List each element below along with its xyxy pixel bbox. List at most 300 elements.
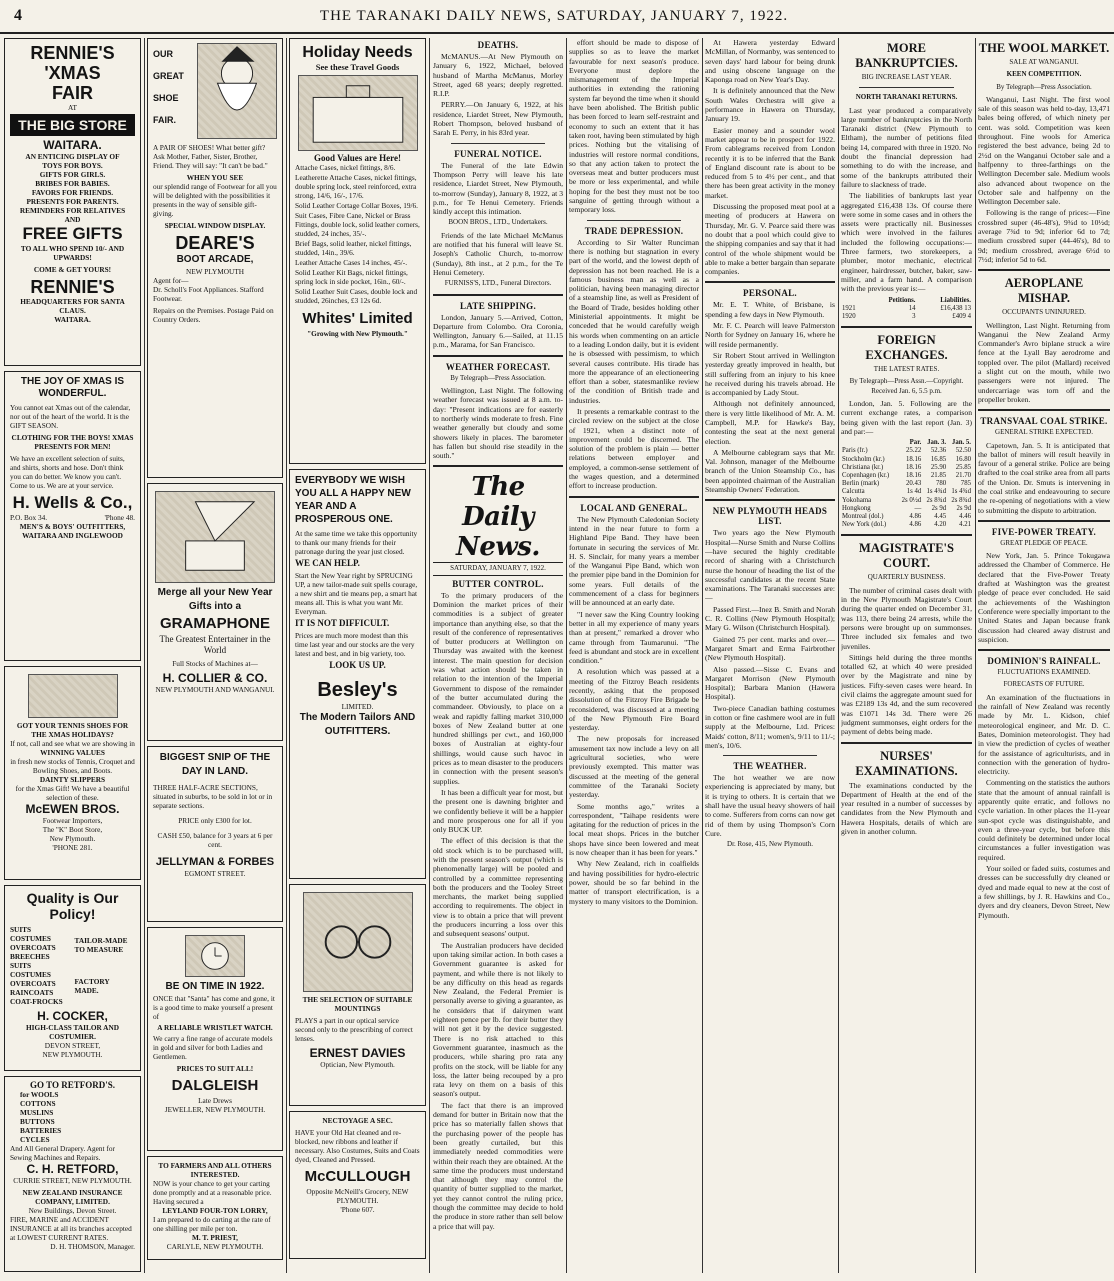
table-cell: 25.22 (906, 447, 922, 455)
ad-dalgleish-prices: PRICES TO SUIT ALL! (176, 1064, 254, 1073)
coal-strike-body: Capetown, Jan. 5. It is anticipated that the ballot of miners will result heavily in favour of a general strike. Police are being drafted to the coal strike area from all parts of the Union. Dr. Smuts is intervening in the coal strike and endeavouring to secure the re-opening of negotiations with a view to submitting the dispute to arbitration. (978, 440, 1110, 515)
table-header-cell (841, 297, 867, 305)
table-cell: 2s 9d (931, 504, 947, 512)
magistrates-court-body (841, 586, 972, 737)
ad-wells-more: We have an excellent selection of suits, and shirts, shorts and hose. Don't think you can do better. We know you can't. Come to us. We are at your service. (10, 454, 125, 490)
ad-davies-trade: Optician, New Plymouth. (320, 1060, 395, 1069)
wristlet-watch-illustration (185, 935, 245, 977)
table-cell: 4.86 (909, 513, 922, 521)
table-cell: 16.80 (955, 455, 971, 463)
table-row (841, 521, 972, 529)
ad-rennie-place: WAITARA. (54, 315, 91, 324)
ad-dalgleish-time: BE ON TIME IN 1922. (165, 981, 265, 992)
column-5 (569, 38, 699, 1276)
ad-rennie-town: WAITARA. (43, 138, 102, 152)
table-cell: 2s 0½d (901, 496, 922, 504)
ad-besley-wish: EVERYBODY WE WISH YOU ALL A HAPPY NEW YEAR AND A PROSPEROUS ONE. (295, 475, 411, 525)
table-cell: Copenhagen (kr.) (842, 472, 890, 480)
ad-besley-help: WE CAN HELP. (295, 558, 360, 568)
ad-rennie-line2: 'XMAS (44, 63, 101, 83)
article-paragraph: Following is the range of prices:—Fine crossbred super (46-48's), 9¾d to 10½d; average 7¾d to 9d; inferior 6d to 7d; medium crossbred super (44-46's), 8d to 9d; medium crossbred, average 6½d to 7½d; inferior 5d to 6d. (978, 208, 1110, 264)
table-cell: New York (dol.) (842, 521, 887, 529)
ad-dalgleish-name: DALGLEISH (171, 1077, 259, 1094)
ad-rennie-name: RENNIE'S (30, 277, 115, 297)
list-item: GIFTS FOR GIRLS. (39, 170, 106, 179)
ad-mcewen-dainty: DAINTY SLIPPERS (39, 775, 106, 784)
list-item: Solid Leather Kit Bags, nickel fittings, spring lock in side pocket, 16in., 60/-. (295, 268, 408, 286)
death-notice: PERRY.—On January 6, 1922, at his residence, Liardet Street, New Plymouth, Robert Thompson, beloved husband of Sarah E. Perry, in his 83rd year. (433, 100, 563, 138)
foreign-exchanges-heading: FOREIGN EXCHANGES. (865, 333, 948, 363)
death-notice: McMANUS.—At New Plymouth on January 6, 1922, Michael, beloved husband of Martha McManus, Morley Street, aged 68 years; deeply regretted. R.I.P. (433, 52, 563, 99)
column-rule (702, 38, 703, 1273)
aeroplane-mishap-body: Wellington, Last Night. Returning from Wanganui the New Zealand Army Commander's Avro biplane struck a wire fence at the Lyall Bay aerodrome and toppled over. The pilot (Mallard) received a slight cut on the mouth, while two passengers were not injured. The undercarriage was torn off and the propeller broken. (978, 320, 1110, 404)
ad-retford-agent: And All General Drapery. Agent for Sewing Machines and Repairs. (10, 1144, 115, 1162)
table-header-cell: Liabilities. (940, 296, 971, 304)
divider (705, 281, 835, 283)
list-item: RAINCOATS (10, 988, 54, 997)
article-paragraph: The Australian producers have decided upon taking similar action. In both cases a Government guarantee is asked for payment, and while there is not likely to be any difficulty on this head as regards New Zealand, the Federal Premier is personally averse to giving a guarantee, as he considers that if dairymen want eighteen pence per lb. for their butter they will not get it by the device suggested. There is no risk attached to this Government guarantee, inasmuch as the producers, while sharing pro rata any profits on the stock, will be liable for any loss, the latter being recouped by a pro rata levy on them on a basis of this season's output. (433, 940, 563, 1099)
ad-mcewen-name: McEWEN BROS. (25, 802, 120, 816)
divider (841, 742, 972, 744)
list-item: Suit Cases, Fibre Cane, Nickel or Brass Fittings, double lock, solid leather corners, studded, 24 inches, 35/-. (295, 211, 420, 238)
ad-rennie-free-gifts: FREE GIFTS (22, 224, 123, 243)
ad-wells-title: THE JOY OF XMAS IS WONDERFUL. (20, 376, 125, 399)
the-weather-tail: Dr. Rose, 415, New Plymouth. (727, 840, 813, 849)
table-cell: 21.70 (955, 472, 971, 480)
table-cell: 2s 8¾d (951, 496, 971, 504)
ad-cocker-factory: FACTORY MADE. (74, 976, 110, 995)
list-item: COTTONS (20, 1099, 56, 1108)
ad-mccullough-body: HAVE your Old Hat cleaned and re-blocked, new ribbons and leather if necessary. Also Costumes, Suits and Coats dyed, Cleaned and Pressed. (295, 1128, 420, 1164)
list-item: CYCLES (20, 1135, 50, 1144)
list-item: COAT-FROCKS (10, 997, 63, 1006)
ad-besley-start: Start the New Year right by SPRUCING UP, a new tailor-made suit spells courage, a new shirt and tie means pep, a smart hat means all. This is what you want Mr. Everyman. (295, 571, 418, 616)
ad-rennie-hq: HEADQUARTERS FOR SANTA CLAUS. (20, 297, 125, 315)
ad-rennie-display: AN ENTICING DISPLAY OF (25, 152, 120, 161)
ad-land-title: BIGGEST SNIP OF THE DAY IN LAND. (159, 752, 271, 777)
ad-deares-agent: Agent for— (153, 276, 189, 285)
ad-cocker-town: NEW PLYMOUTH. (42, 1050, 103, 1059)
table-cell: 18.16 (906, 455, 922, 463)
article-paragraph: Last year produced a comparatively large number of bankruptcies in the North Taranaki district (New Plymouth to Eltham), the number of petitions filed being 14, compared with three in 1920. No doubt the financial depression had something to do with the increase, and some of the bankrupts attributed their failure to slackness of trade. (841, 105, 972, 189)
divider (978, 409, 1110, 411)
article-paragraph: "I never saw the King Country looking better in all my experience of many years than at present," remarked a drover who came through from Taumarunui. "The feed is abundant and stock are in excellent condition." (569, 609, 699, 666)
five-power-treaty-subheading: GREAT PLEDGE OF PEACE. (1000, 538, 1088, 547)
travel-trunk-illustration (298, 75, 418, 151)
article-paragraph: Some months ago," writes a correspondent, "Taihape residents were agitating for the reduction of prices in the local meat shops. Prices in the butcher shops have since been lowered and meat is now cheaper than it has been for years." (569, 801, 699, 858)
ad-wells-phone: 'Phone 48. (104, 513, 135, 522)
table-cell: 20.43 (906, 480, 922, 488)
list-item: PRESENTS FOR PARENTS. (26, 197, 119, 206)
article-paragraph: At Hawera yesterday Edward McMillan, of Normanby, was sentenced to seven days' hard labour for being drunk and using obscene language on the Kaponga road on New Year's Day. (705, 38, 835, 85)
ad-priest (147, 1156, 283, 1260)
table-cell: 1s 4¾d (951, 488, 971, 496)
ad-land-price: PRICE only £300 for lot. (178, 816, 252, 825)
list-item: TOYS FOR BOYS. (42, 161, 103, 170)
ad-deares-repairs: Repairs on the Premises. Postage Paid on Country Orders. (153, 306, 274, 324)
ad-deares-name: DEARE'S (175, 233, 255, 253)
ad-retford-fire: FIRE, MARINE and ACCIDENT INSURANCE at all its branches accepted at LOWEST CURRENT RATES. (10, 1215, 132, 1242)
table-row (841, 488, 972, 496)
table-cell: Yokohama (842, 496, 872, 504)
ad-mccullough (289, 1111, 426, 1259)
petitions-table (841, 297, 972, 322)
ad-deares-when: WHEN YOU SEE (186, 173, 244, 182)
five-power-treaty-heading: FIVE-POWER TREATY. (991, 526, 1097, 537)
table-cell: 4.46 (959, 513, 971, 521)
ad-whites-list (295, 163, 420, 305)
table-row (841, 480, 972, 488)
column-8 (978, 38, 1110, 1276)
ad-rennies (4, 38, 141, 366)
ad-priest-address: CARLYLE, NEW PLYMOUTH. (166, 1242, 264, 1251)
ad-dalgleish-late: Late Drews (198, 1096, 232, 1105)
ad-ernest-davies (289, 884, 426, 1106)
list-item: Brief Bags, solid leather, nickel fittings, studded, 14in., 39/6. (295, 239, 412, 257)
table-cell: Hongkong (842, 504, 871, 512)
list-item: BUTTONS (20, 1117, 55, 1126)
ad-whites-slogan: "Growing with New Plymouth." (307, 329, 408, 338)
list-item: BRIBES FOR BABIES. (35, 179, 110, 188)
ad-cocker-items (10, 925, 71, 1006)
column-rule (286, 38, 287, 1273)
ad-collier-towns: NEW PLYMOUTH AND WANGANUI. (155, 685, 275, 694)
table-cell: 52.36 (930, 447, 947, 455)
ad-mcewen-trade: Footwear Importers, (42, 816, 103, 825)
table-cell: 18.16 (906, 463, 922, 471)
bankruptcies-body (841, 106, 972, 294)
ad-dalgleish-watch: A RELIABLE WRISTLET WATCH. (157, 1023, 273, 1032)
foreign-exchanges-intro: London, Jan. 5. Following are the current exchange rates, a comparison being given with the last report (Jan. 3) and par:— (841, 399, 972, 436)
ad-dalgleish (147, 927, 283, 1151)
ad-retford-items (10, 1090, 135, 1144)
ad-cocker-desc: HIGH-CLASS TAILOR AND COSTUMIER. (26, 1023, 119, 1041)
ad-besley-thanks: At the same time we take this opportunity to thank our many friends for their patronage during the year just closed. (295, 529, 418, 556)
local-general-continued (705, 38, 835, 276)
list-item: Solid Leather Cortage Collar Boxes, 19/6. (295, 201, 419, 210)
ad-rennie-items (10, 161, 135, 224)
article-paragraph: An examination of the fluctuations in the rainfall of New Zealand was recently made by Mr. L. Kidson, chief meteorological engineer, and Mr. D. C. Bates, Dominion meteorologist. They had in view the prediction of cycles of weather for the assistance of agriculturists, and in connection with the generation of hydro-electricity. (978, 692, 1110, 777)
ad-cocker-street: DEVON STREET, (44, 1041, 101, 1050)
table-row (841, 464, 972, 472)
column-3 (289, 38, 426, 1276)
ad-mcewen-stock: in fresh new stocks of Tennis, Croquet and Bowling Shoes, and Boots. (10, 757, 135, 775)
ad-retford-street: CURRIE STREET, NEW PLYMOUTH. (13, 1176, 132, 1185)
undertaker-1: BOON BROS., LTD., Undertakers. (448, 218, 548, 227)
article-paragraph: To the primary producers of the Dominion the market prices of their commodities is a subject of greater importance than anything else, so that the result of the conference of representatives of butter producers at Wellington on Thursday was awaited with the keenest interest. The main question for decision was what action should be taken in relation to the intention of the Imperial Government to dispose of the remainder of the butter accumulated during the commandeer. Obviously, to place on a weak and rapidly falling market 310,000 boxes of New Zealand butter at one hundred shillings per cwt., and 160,000 boxes of Australian at eighty-four shillings, would cause such havoc in prices as to mean disaster to the producers in connection with the present season's supplies. (433, 590, 563, 786)
ad-besley-name: Besley's (317, 679, 398, 701)
ad-wells-body: You cannot eat Xmas out of the calendar, nor out of the heart of the world. It is the GIFT SEASON. (10, 403, 131, 430)
article-paragraph: effort should be made to dispose of supplies so as to leave the market favourable for next season's produce. Everyone must deplore the mismanagement of the Imperial authorities in extending the rationing system far beyond the time when it should have been abolished. The British public has been forced to learn self-restraint and economy to such an extent that it has taken root, having been stimulated by high prices. Nothing but the vitalising of industries will restore normal conditions, so that any action taken to protect the overseas meat and butter producers must be more or less experimental, and while hoping for the best they must not be too sanguine of getting through without a temporary loss. (569, 38, 699, 215)
ad-priest-name: M. T. PRIEST, (191, 1233, 239, 1242)
divider (859, 87, 954, 88)
article-paragraph: Your soiled or faded suits, costumes and dresses can be successfully dry cleaned or dyed and made equal to new at the cost of a few shillings, by J. R. Hawkins and Co., dyers and dry cleaners, Devon Street, New Plymouth. (978, 864, 1110, 920)
ad-deares-special: SPECIAL WINDOW DISPLAY. (164, 221, 266, 230)
article-paragraph: The number of criminal cases dealt with in the New Plymouth Magistrate's Court during the quarter ended on December 31, was 113, there being 24 arrests, while the persons were brought up on summonses. Three included six females and two juveniles. (841, 585, 972, 651)
article-paragraph: Commenting on the statistics the authors state that the amount of annual rainfall is apparently quite erratic, and follows no cycle variation. In other places the 11-year sun-spot cycle was distinguishable, and even a three-year cycle, but before this could definitely be determined under local circumstances a fuller investigation was required. (978, 778, 1110, 862)
ad-collier-greatest: The Greatest Entertainer in the World (159, 634, 271, 655)
column-rule (838, 38, 839, 1273)
ad-priest-now: NOW is your chance to get your carting done promptly and at a reasonable price. Having secured a (153, 1179, 272, 1206)
divider (433, 355, 563, 357)
table-row (841, 456, 972, 464)
ad-whites (289, 38, 426, 464)
personal-body (705, 300, 835, 494)
ad-dalgleish-stock: We carry a fine range of accurate models in gold and silver for both Ladies and Gentlemen. (153, 1034, 273, 1061)
table-cell: 52.50 (955, 447, 971, 455)
divider (433, 294, 563, 296)
article-paragraph: The fact that there is an improved demand for butter in Britain now that the price has so materially fallen shows that the purchasing power of the people has been greatly curtailed, but this immediately needed commodities were within their reach they are obtained. At the same time the producers must understand that although they may control the quantity of butter supplied to the market, yet they cannot control the ruling price, though the committee may decide to hold the produce in store rather than sell below a price that will pay. (433, 1100, 563, 1231)
divider (451, 143, 545, 144)
list-item: Solid Leather Suit Cases, double lock and studded, 26inches, £3 12s 6d. (295, 287, 418, 305)
article-paragraph: Easier money and a sounder wool market appear to be in prospect for 1922. From cablegrams received from London recently it is to be inferred that the Bank of England discount rate is about to be reduced from 5 to 4½ per cent., and that there has been great activity in the money market. (705, 125, 835, 200)
ad-deares-store: BOOT ARCADE, (176, 254, 254, 265)
article-paragraph: The new proposals for increased amusement tax now include a levy on all agricultural societies, who were previously exempted. This matter was discussed at the meeting of the general committee of the Taranaki Society yesterday. (569, 734, 699, 800)
magistrates-court-subheading: QUARTERLY BUSINESS. (867, 573, 946, 582)
north-taranaki-returns-heading: NORTH TARANAKI RETURNS. (855, 93, 958, 102)
list-item: Leather Attache Cases 14 inches, 45/-. (295, 258, 408, 267)
table-row (841, 313, 972, 321)
ad-mccullough-phone: 'Phone 607. (340, 1205, 375, 1214)
table-row (841, 505, 972, 513)
coal-strike-heading: TRANSVAAL COAL STRIKE. (980, 416, 1108, 427)
foreign-exchanges-byline: By Telegraph—Press Assn.—Copyright. Received Jan. 6, 5.5 p.m. (849, 377, 964, 395)
ad-deares-pair: A PAIR OF SHOES! What better gift? Ask Mother, Father, Sister, Brother, Friend. They will say: "It can't be bad." (153, 143, 268, 170)
ad-mcewen-not: If not, call and see what we are showing in (10, 739, 135, 748)
the-weather-body: The hot weather we are now experiencing is appreciated by many, but it is trying to others. It is certain that we shall have the usual heavy showers of hail to come. Sufferers from corns can now get rid of them by using Thompson's Corn Cure. (705, 773, 835, 838)
divider (841, 326, 972, 328)
article-paragraph: Two years ago the New Plymouth Hospital—Nurse Smith and Nurse Collins—have secured the highly creditable record of sharing with a Christchurch nurse the honour of heading the list of the successful candidates at the recent State examinations. The Taranaki successes are:— (705, 528, 835, 603)
column-2 (147, 38, 283, 1276)
article-paragraph: Two-piece Canadian bathing costumes in cotton or fine cashmere wool are in full supply at the Melbourne, Ltd. Prices: Maids' cotton, 8/11; women's, 9/11 to 11/-; men's, 10/6. (705, 703, 835, 750)
wool-market-subheading: SALE AT WANGANUI. (1009, 58, 1079, 66)
table-cell: 4.86 (909, 521, 922, 529)
article-paragraph: Gained 75 per cent. marks and over.—Margaret Smart and Erma Fairbrother (New Plymouth Hospital). (705, 634, 835, 663)
list-item: SUITS (10, 961, 32, 970)
article-paragraph: According to Sir Walter Runciman there is nothing but stagnation in every part of the world, and the lowest depth of depression has not been reached. He is a famous business man as well as a politician, having been managing director of a steamship line, as well as President of the Board of Trade, besides holding other Ministerial appointments. It might be conceded that he would carefully weigh his words when commenting on an article to a leading London daily, but it is evident he is obsessed with pessimism, to which several causes contribute. His tirade has more the appearance of an electioneering effort than a sober, statesmanlike review of the condition of British trade and industries. (569, 237, 699, 405)
page-number: 4 (14, 7, 22, 24)
ad-mcewen (4, 666, 141, 880)
table-cell: Christiana (kr.) (842, 463, 884, 471)
table-cell: 21.85 (930, 472, 947, 480)
list-item: OVERCOATS (10, 943, 56, 952)
editorial-continued (569, 38, 699, 215)
ad-wells (4, 371, 141, 661)
ad-wells-box: P.O. Box 34. (10, 513, 48, 522)
ad-mcewen-town: New Plymouth. (49, 834, 96, 843)
list-item: FAVORS FOR FRIENDS. (31, 188, 114, 197)
article-paragraph: It is definitely announced that the New South Wales Orchestra will give a performance in Hawera on Thursday, January 19. (705, 86, 835, 124)
local-general-body (569, 515, 699, 906)
table-cell: 1s 4d (906, 488, 922, 496)
ad-retford-company: NEW ZEALAND INSURANCE COMPANY, LIMITED. (22, 1188, 123, 1206)
table-cell: 25.85 (955, 463, 971, 471)
table-cell: £16,438 13 (940, 304, 971, 312)
table-cell: 2s 8¾d (926, 496, 947, 504)
ad-deares-great: GREAT (153, 71, 184, 81)
table-cell: 25.90 (930, 463, 947, 471)
table-header-cell: Jan. 5. (951, 439, 971, 447)
ad-mccullough-name: McCULLOUGH (304, 1168, 411, 1185)
ad-mcewen-question: GOT YOUR TENNIS SHOES FOR THE XMAS HOLIDAYS? (16, 721, 129, 739)
table-cell: 3 (912, 312, 916, 320)
ad-rennie-line4: AT (68, 103, 77, 112)
column-7 (841, 38, 972, 1276)
article-paragraph: It has been a difficult year for most, but the present one is dawning brighter and we confidently believe it will be a happier and more prosperous one for all if you only BUCK UP. (433, 787, 563, 835)
ad-deares-shoe: SHOE (153, 93, 179, 103)
table-cell: 780 (935, 480, 947, 488)
nurses-exam-body: The examinations conducted by the Department of Health at the end of the year resulted in a number of successes by candidates from the New Plymouth and Hawera Hospitals, details of which are given in another column. (841, 780, 972, 836)
ad-collier-merge: Merge all your New Year Gifts into a (157, 587, 273, 612)
editorial-heading: BUTTER CONTROL. (452, 578, 544, 589)
list-item: MUSLINS (20, 1108, 54, 1117)
column-4 (433, 38, 563, 1276)
ad-rennie-spend: TO ALL WHO SPEND 10/- AND UPWARDS! (20, 244, 125, 262)
heads-list-heading: NEW PLYMOUTH HEADS LIST. (712, 506, 828, 527)
ad-deares-fair: FAIR. (153, 115, 177, 125)
table-row (841, 305, 972, 313)
aeroplane-mishap-subheading: OCCUPANTS UNINJURED. (1002, 308, 1086, 317)
ad-land-body: THREE HALF-ACRE SECTIONS, situated in suburbs, to be sold in lot or in separate sections. (153, 783, 273, 810)
magistrates-court-heading: MAGISTRATE'S COURT. (859, 541, 954, 571)
ad-wells-towns: WAITARA AND INGLEWOOD (22, 531, 123, 540)
weather-forecast-text: Wellington, Last Night. The following weather forecast was issued at 8 a.m. to-day: "Present indications are for easterly to northerly winds moderate to fresh. Fine weather generally but cloudy and some showers likely in places. The barometer has fallen but should rise steadily in the south." (433, 386, 563, 461)
article-paragraph: Why New Zealand, rich in coalfields and having possibilities for hydro-electric power, should be so far behind in the matter of transport electrification, is a mystery to many visitors to the Dominion. (569, 859, 699, 906)
ad-priest-lorry: LEYLAND FOUR-TON LORRY, (162, 1206, 268, 1215)
list-item: COSTUMES (10, 934, 51, 943)
funeral-heading: FUNERAL NOTICE. (454, 148, 542, 159)
article-paragraph: Wanganui, Last Night. The first wool sale of this season was held to-day, 13,471 bales being offered, of which ninety per cent. was sold. Competition was keen throughout. Fine wools for America registered the best advance, being 2d to 2½d on the Wanganui October sale and a halfpenny to three-farthings on the Wellington December sale. Medium wools also advanced about twopence on the October sale and halfpenny on the Wellington December sale. (978, 94, 1110, 207)
masthead (0, 0, 1114, 34)
table-cell: 4.20 (934, 521, 947, 529)
five-power-treaty-body: New York, Jan. 5. Prince Tokugawa addressed the Chamber of Commerce. He declared that the Five-Power Treaty drafted at Washington was the greatest pledge of peace ever concluded. He said the achievements of the Washington Conference were specially important to the United States and Japan because frank discussion had cleared away distrust and suspicion. (978, 551, 1110, 644)
table-cell: 18.16 (906, 472, 922, 480)
list-item: BREECHES (10, 952, 50, 961)
list-item: AND (64, 215, 81, 224)
table-cell: 2s 9d (956, 504, 971, 512)
ad-mcewen-phone: 'PHONE 281. (52, 843, 93, 852)
divider (433, 465, 563, 467)
deaths-heading: DEATHS. (477, 40, 519, 50)
article-paragraph: The liabilities of bankrupts last year aggregated £16,438 13s. Of course there were some in some cases and in others the assets were practically nil. Businesses which were involved in the failures included the following occupations:—Three farmers, two storekeepers, a plumber, motor mechanic, electrical engineer, hairdresser, butcher, baker, saw-miller, and a farm hand. A comparison with the previous year is:— (841, 191, 972, 294)
heads-list-body (705, 528, 835, 750)
table-cell: 1s 4¾d (926, 488, 947, 496)
list-item: Leatherette Attache Cases, nickel fittings, double spring lock, steel reinforced, extra strong, 14/6, 16/-, 17/6. (295, 173, 417, 200)
ad-rennie-line1: RENNIE'S (30, 43, 115, 63)
ad-collier-gramophone: GRAMAPHONE (159, 615, 270, 632)
table-cell: 1921 (842, 304, 856, 312)
ad-mcewen-winning: WINNING VALUES (40, 748, 105, 757)
ad-collier-name: H. COLLIER & CO. (162, 671, 268, 685)
ad-deares-agency: Dr. Scholl's Foot Appliances. Stafford Footwear. (153, 285, 264, 303)
ad-mccullough-heading: NECTOYAGE A SEC. (322, 1116, 393, 1125)
article-paragraph: Sir Robert Stout arrived in Wellington yesterday greatly improved in health, but still suffering from an injury to his knee he received during his travels abroad. He is accompanied by Lady Stout. (705, 350, 835, 398)
bankruptcies-subheading: BIG INCREASE LAST YEAR. (861, 73, 952, 81)
weather-forecast-heading: WEATHER FORECAST. (445, 361, 551, 372)
column-rule (144, 38, 145, 1273)
ad-deares (147, 38, 283, 478)
table-cell: 16.85 (930, 455, 947, 463)
ad-deares-town: NEW PLYMOUTH (185, 267, 245, 276)
ad-priest-prepared: I am prepared to do carting at the rate of one shilling per mile per ton. (153, 1215, 271, 1233)
local-general-heading: LOCAL AND GENERAL. (580, 502, 688, 513)
column-rule (429, 38, 430, 1273)
table-row (841, 513, 972, 521)
ad-wells-clothing: CLOTHING FOR THE BOYS! XMAS PRESENTS FOR MEN! (11, 433, 134, 451)
ad-retford-manager: D. H. THOMSON, Manager. (50, 1242, 135, 1251)
ad-collier (147, 483, 283, 741)
article-paragraph: Mr. F. C. Pearch will leave Palmerston North for Sydney on January 16, where he will reside permanently. (705, 321, 835, 349)
ad-priest-farmers: TO FARMERS AND ALL OTHERS INTERESTED. (158, 1161, 272, 1179)
ad-besley-modern: The Modern Tailors AND OUTFITTERS. (299, 712, 416, 737)
tennis-shoe-illustration (28, 674, 118, 718)
ad-dalgleish-jeweller: JEWELLER, NEW PLYMOUTH. (164, 1105, 266, 1114)
funeral-notice-1: The Funeral of the late Edwin Thompson Perry will leave his late residence, Liardet Street, New Plymouth, to-morrow (Sunday), January 8, 1922, at 3 p.m., for Te Henui Cemetery. Friends kindly accept this intimation. (433, 160, 563, 217)
ad-davies-name: ERNEST DAVIES (309, 1046, 406, 1060)
wool-market-heading: THE WOOL MARKET. (978, 41, 1110, 55)
divider (978, 649, 1110, 651)
spectacles-illustration (303, 892, 413, 992)
gramophone-illustration (155, 491, 275, 583)
ad-whites-values: Good Values are Here! (314, 153, 401, 163)
ad-wells-name: H. Wells & Co., (12, 493, 133, 512)
ad-wells-outfitters: MEN'S & BOYS' OUTFITTERS, (19, 522, 126, 531)
table-cell: Berlin (mark) (842, 480, 880, 488)
editorial-body (433, 591, 563, 1231)
table-row (841, 497, 972, 505)
late-shipping-heading: LATE SHIPPING. (459, 300, 537, 311)
article-paragraph: A Melbourne cablegram says that Mr. Val. Johnson, manager of the Melbourne branch of the Union Steamship Co., has been appointed chairman of the Australian Steamship Owners' Federation. (705, 447, 835, 495)
ad-deares-splendid: our splendid range of Footwear for all you will be delighted with the possibilities it presents in the way of sensible gift-giving. (153, 182, 277, 218)
ad-rennie-come: COME & GET YOURS! (33, 265, 112, 274)
rainfall-heading: DOMINION'S RAINFALL. (987, 656, 1101, 667)
personal-heading: PERSONAL. (743, 288, 797, 299)
table-cell: 1920 (842, 312, 856, 320)
ad-mccullough-address: Opposite McNeill's Grocery, NEW PLYMOUTH. (306, 1187, 409, 1205)
table-cell: 4.45 (934, 513, 947, 521)
weather-forecast-byline: By Telegraph—Press Association. (450, 373, 546, 382)
column-rule (566, 38, 567, 1273)
table-cell: 785 (960, 480, 971, 488)
ad-whites-title: Holiday Needs (302, 44, 413, 61)
ad-retford-heading: GO TO RETFORD'S. (30, 1080, 115, 1090)
article-paragraph: Discussing the proposed meat pool at a meeting of producers at Hawera on Thursday, Mr. G. V. Pearce said there was no doubt that a pool which could give to the shipping companies and say that it had control of the whole shipment would be able to make a better bargain than separate companies. (705, 202, 835, 277)
column-rule (975, 38, 976, 1273)
column-1 (4, 38, 141, 1276)
ad-cocker-banner: Quality is Our Policy! (26, 890, 119, 922)
table-cell: 4.21 (959, 521, 971, 529)
ad-collier-machines: Full Stocks of Machines at— (172, 659, 258, 668)
article-paragraph: Mr. E. T. White, of Brisbane, is spending a few days in New Plymouth. (705, 300, 835, 319)
ad-deares-our: OUR (153, 49, 173, 59)
ad-cocker-tailor: TAILOR-MADE TO MEASURE (74, 936, 128, 955)
ad-mcewen-store: The "K" Boot Store, (42, 825, 103, 834)
table-row (841, 447, 972, 455)
ad-dalgleish-santa: ONCE that "Santa" has come and gone, it is a good time to make yourself a present of (153, 994, 275, 1021)
ad-besley-look: LOOK US UP. (329, 660, 386, 670)
keen-competition-heading: KEEN COMPETITION. (1006, 70, 1082, 79)
table-cell: Paris (fr.) (842, 447, 868, 455)
list-item: OVERCOATS (10, 979, 56, 988)
deaths-list (433, 52, 563, 138)
ad-besley-limited: LIMITED. (341, 702, 374, 711)
divider (705, 499, 835, 501)
table-cell: £409 4 (952, 312, 971, 320)
ad-besleys (289, 469, 426, 879)
table-header-cell: Par. (909, 439, 922, 447)
coal-strike-subheading: GENERAL STRIKE EXPECTED. (995, 428, 1093, 437)
table-row (841, 472, 972, 480)
